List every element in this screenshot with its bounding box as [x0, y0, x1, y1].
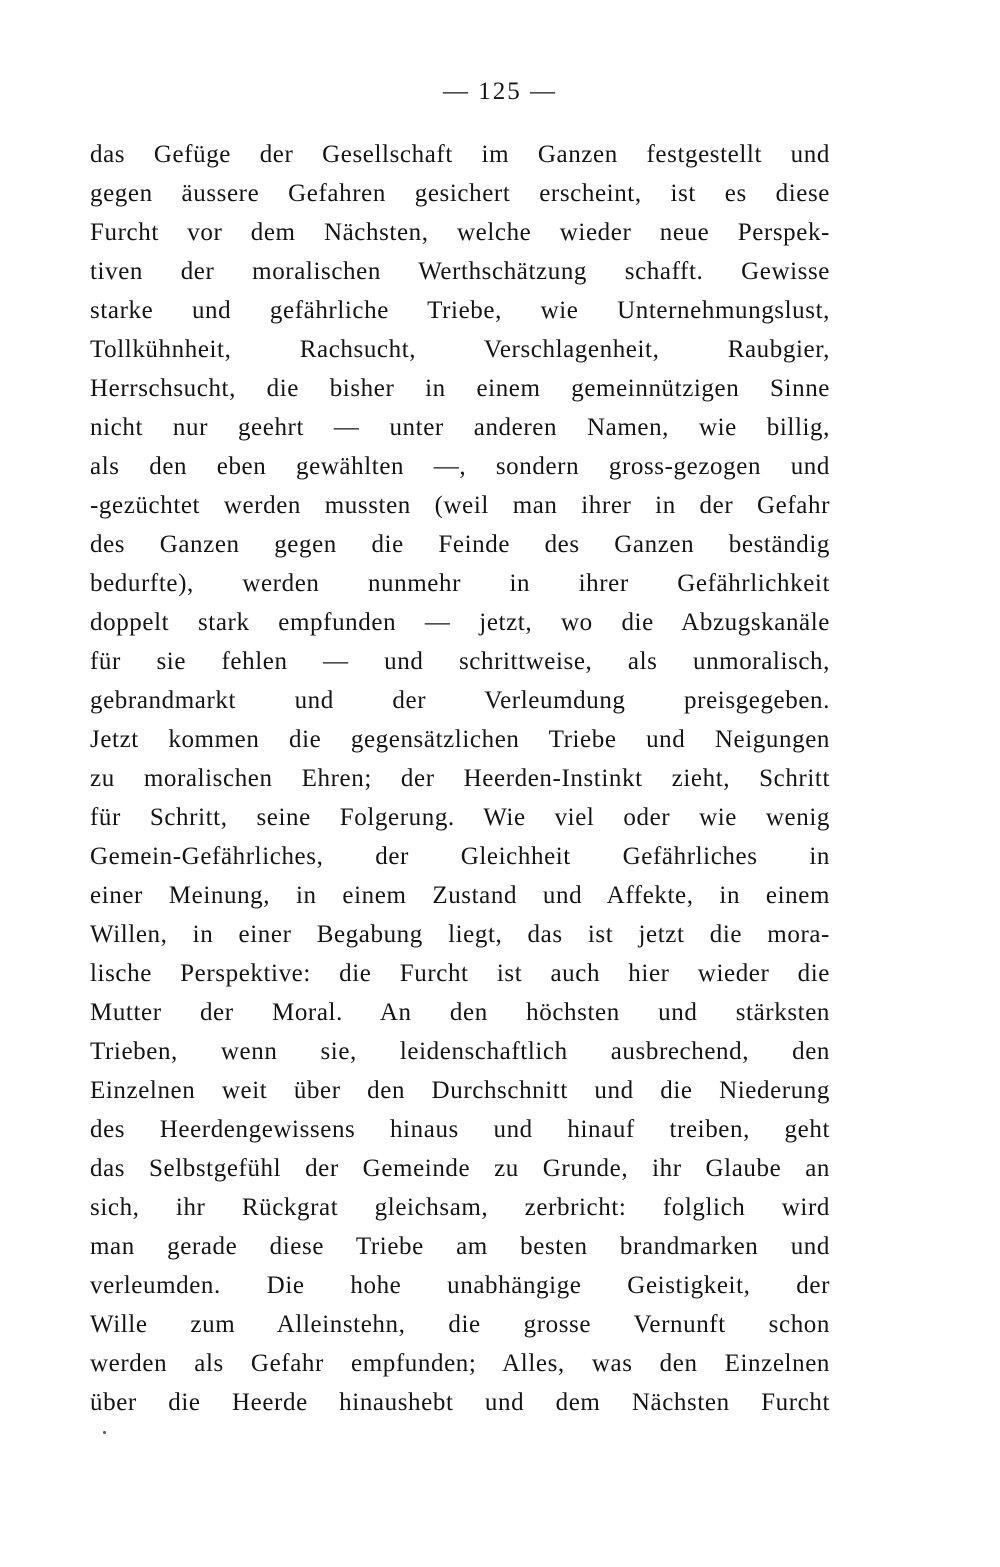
text-line: Einzelnen weit über den Durchschnitt und die Niederung — [90, 1077, 830, 1104]
text-line: Furcht vor dem Nächsten, welche wieder neue Perspek- — [90, 219, 830, 246]
text-line: man gerade diese Triebe am besten brandmarken und — [90, 1233, 830, 1260]
text-line: für Schritt, seine Folgerung. Wie viel oder wie wenig — [90, 804, 830, 831]
text-line: das Gefüge der Gesellschaft im Ganzen festgestellt und — [90, 141, 830, 168]
text-line: bedurfte), werden nunmehr in ihrer Gefährlichkeit — [90, 570, 830, 597]
text-line: einer Meinung, in einem Zustand und Affekte, in einem — [90, 882, 830, 909]
text-line: über die Heerde hinaushebt und dem Nächsten Furcht — [90, 1389, 830, 1416]
text-line: werden als Gefahr empfunden; Alles, was den Einzelnen — [90, 1350, 830, 1377]
text-line: Trieben, wenn sie, leidenschaftlich ausbrechend, den — [90, 1038, 830, 1065]
text-line: zu moralischen Ehren; der Heerden-Instinkt zieht, Schritt — [90, 765, 830, 792]
text-line: des Heerdengewissens hinaus und hinauf treiben, geht — [90, 1116, 830, 1143]
text-line: das Selbstgefühl der Gemeinde zu Grunde, ihr Glaube an — [90, 1155, 830, 1182]
text-line: sich, ihr Rückgrat gleichsam, zerbricht: folglich wird — [90, 1194, 830, 1221]
page-number: — 125 — — [443, 78, 557, 105]
text-line: Mutter der Moral. An den höchsten und stärksten — [90, 999, 830, 1026]
text-line: nicht nur geehrt — unter anderen Namen, wie billig, — [90, 414, 830, 441]
text-line: -gezüchtet werden mussten (weil man ihrer in der Gefahr — [90, 492, 830, 519]
text-line: gebrandmarkt und der Verleumdung preisgegeben. — [90, 687, 830, 714]
text-line: als den eben gewählten —, sondern gross-gezogen und — [90, 453, 830, 480]
text-line: des Ganzen gegen die Feinde des Ganzen beständig — [90, 531, 830, 558]
text-line: gegen äussere Gefahren gesichert erscheint, ist es diese — [90, 180, 830, 207]
text-line: Gemein-Gefährliches, der Gleichheit Gefährliches in — [90, 843, 830, 870]
text-line: Wille zum Alleinstehn, die grosse Vernunft schon — [90, 1311, 830, 1338]
text-line: für sie fehlen — und schrittweise, als unmoralisch, — [90, 648, 830, 675]
text-line: doppelt stark empfunden — jetzt, wo die Abzugskanäle — [90, 609, 830, 636]
text-line: Herrschsucht, die bisher in einem gemeinnützigen Sinne — [90, 375, 830, 402]
text-line: Jetzt kommen die gegensätzlichen Triebe und Neigungen — [90, 726, 830, 753]
text-line: starke und gefährliche Triebe, wie Unternehmungslust, — [90, 297, 830, 324]
text-line: Willen, in einer Begabung liegt, das ist jetzt die mora- — [90, 921, 830, 948]
text-line: verleumden. Die hohe unabhängige Geistigkeit, der — [90, 1272, 830, 1299]
body-text — [90, 135, 830, 1422]
text-line: tiven der moralischen Werthschätzung schafft. Gewisse — [90, 258, 830, 285]
stray-mark — [103, 1431, 106, 1434]
text-line: Tollkühnheit, Rachsucht, Verschlagenheit, Raubgier, — [90, 336, 830, 363]
text-line: lische Perspektive: die Furcht ist auch hier wieder die — [90, 960, 830, 987]
